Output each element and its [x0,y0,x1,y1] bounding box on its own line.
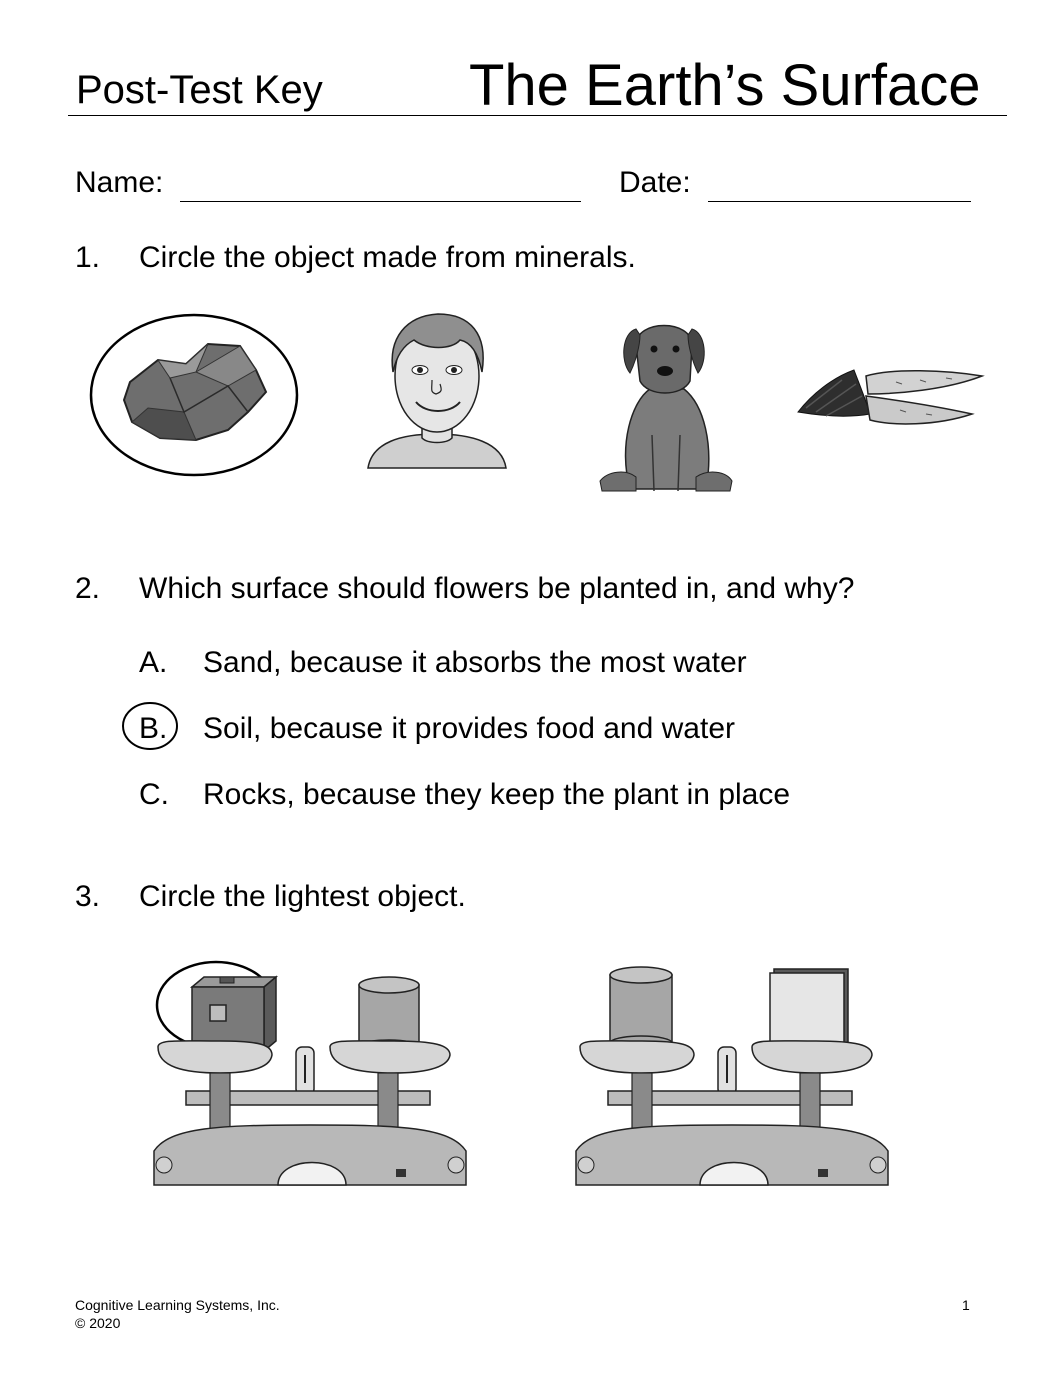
name-blank-line[interactable] [180,201,581,202]
page-title: The Earth’s Surface [469,53,981,118]
question-3-prompt: Circle the lightest object. [139,880,466,913]
cylinder-object [610,967,672,1050]
carrots-image[interactable] [796,364,986,436]
option-c-text: Rocks, because they keep the plant in place [203,778,791,811]
balance-scale-1-image[interactable] [150,955,470,1190]
option-a-text: Sand, because it absorbs the most water [203,646,747,679]
question-2-number: 2. [75,572,101,605]
footer-company: Cognitive Learning Systems, Inc. [75,1297,280,1313]
question-2-prompt: Which surface should flowers be planted in, and why? [139,572,855,605]
footer-copyright: © 2020 [75,1315,121,1331]
option-b-text: Soil, because it provides food and water [203,712,735,745]
cube-object [192,977,276,1051]
balance-scale-2-image[interactable] [572,955,892,1190]
question-1-number: 1. [75,241,101,274]
date-label: Date: [619,166,691,199]
option-c-letter[interactable]: C. [139,778,169,811]
option-a-letter[interactable]: A. [139,646,168,679]
question-3-number: 3. [75,880,101,913]
post-test-key-label: Post-Test Key [76,68,323,112]
dog-image[interactable] [596,305,736,495]
option-b-letter[interactable]: B. [139,712,168,745]
question-1-prompt: Circle the object made from minerals. [139,241,636,274]
date-blank-line[interactable] [708,201,971,202]
header-divider [68,115,1007,116]
rock-image[interactable] [88,312,302,482]
boy-image[interactable] [366,310,508,470]
name-label: Name: [75,166,164,199]
block-object [770,969,848,1045]
page-number: 1 [962,1297,970,1313]
